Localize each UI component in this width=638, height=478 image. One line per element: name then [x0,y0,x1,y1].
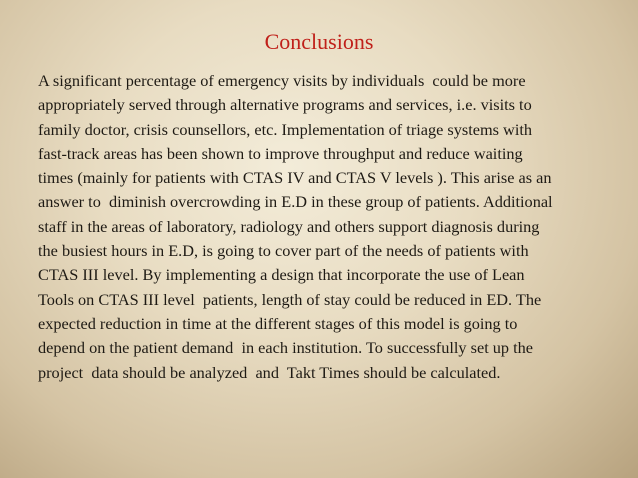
body-line: fast-track areas has been shown to improve throughput and reduce waiting [38,143,523,163]
body-line: project data should be analyzed and Takt Times should be calculated. [38,362,501,382]
body-line: depend on the patient demand in each institution. To successfully set up the [38,338,534,358]
body-line: Tools on CTAS III level patients, length of stay could be reduced in ED. The [38,289,542,309]
body-line: expected reduction in time at the different stages of this model is going to [38,313,518,333]
slide-title: Conclusions [264,29,374,54]
body-line: family doctor, crisis counsellors, etc. Implementation of triage systems with [38,119,533,139]
body-line: A significant percentage of emergency visits by individuals could be more [38,71,526,90]
body-line: appropriately served through alternative programs and services, i.e. visits to [38,95,532,115]
body-line: CTAS III level. By implementing a design that incorporate the use of Lean [38,265,525,285]
body-line: the busiest hours in E.D, is going to cover part of the needs of patients with [38,241,529,261]
body-line: answer to diminish overcrowding in E.D in these group of patients. Additional [38,192,553,212]
body-line: times (mainly for patients with CTAS IV and CTAS V levels ). This arise as an [38,168,552,188]
body-line: staff in the areas of laboratory, radiology and others support diagnosis during [38,216,540,236]
slide-body [38,69,618,385]
